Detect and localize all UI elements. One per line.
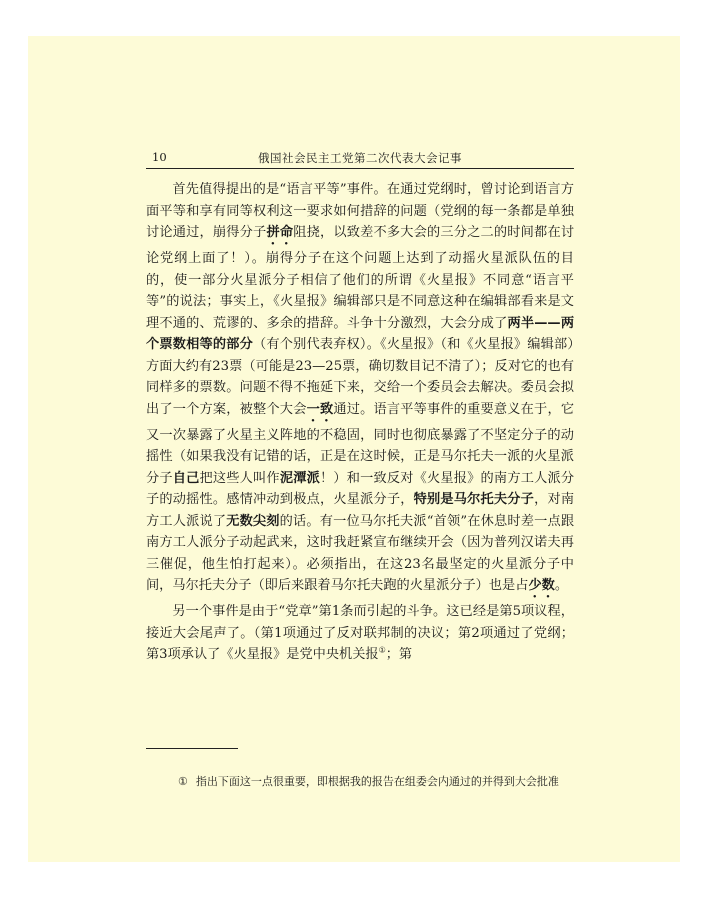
footnote-marker: ①	[178, 775, 188, 788]
emphasis-text: 泥潭派	[279, 470, 320, 486]
page-number: 10	[152, 150, 167, 164]
main-text	[146, 179, 574, 666]
emphasis-text: 两半——两个票数相等的部分	[146, 315, 575, 352]
footnote-text: 指出下面这一点很重要，即根据我的报告在组委会内通过的并得到大会批准	[195, 775, 559, 788]
running-header	[146, 146, 574, 169]
emphasis-text: 一致	[306, 401, 334, 417]
running-title: 俄国社会民主工党第二次代表大会记事	[258, 151, 462, 165]
paragraph-2: 另一个事件是由于“党章”第1条而引起的斗争。这已经是第5项议程，接近大会尾声了。（第1项通过了反对联邦制的决议；第2项通过了党纲；第3项承认了《火星报》是党中央机关报①；第	[146, 604, 574, 662]
footnote	[178, 774, 598, 789]
paragraph-1: 首先值得提出的是“语言平等”事件。在通过党纲时，曾讨论到语言方面平等和享有同等权利这一要求如何措辞的问题（党纲的每一条都是单独讨论通过，崩得分子拼命阻挠，以致差不多大会的三分之二的时间都在讨论党纲上面了！）。崩得分子在这个问题上达到了动摇火星派队伍的目的，使一部分火星派分子相信了他们的所谓《火星报》不同意“语言平等”的说法；事实上，《火星报》编辑部只是不同意这种在编辑部看来是文理不通的、荒谬的、多余的措辞。斗争十分激烈，大会分成了两半——两个票数相等的部分（有个别代表弃权）。《火星报》（和《火星报》编辑部）方面大约有23票（可能是23—25票，确切数目记不清了）；反对它的也有同样多的票数。问题不得不拖延下来，交给一个委员会去解决。委员会拟出了一个方案，被整个大会一致通过。语言平等事件的重要意义在于，它又一次暴露了火星主义阵地的不稳固，同时也彻底暴露了不坚定分子的动摇性（如果我没有记错的话，正是在这时候，正是马尔托夫一派的火星派分子自己把这些人叫作泥潭派！）和一致反对《火星报》的南方工人派分子的动摇性。感情冲动到极点，火星派分子，特别是马尔托夫分子，对南方工人派说了无数尖刻的话。有一位马尔托夫派“首领”在休息时差一点跟南方工人派分子动起武来，这时我赶紧宣布继续开会（因为普列汉诺夫再三催促，他生怕打起来）。必须指出，在这23名最坚定的火星派分子中间，马尔托夫分子（即后来跟着马尔托夫跑的火星派分子）也是占少数。	[146, 182, 575, 593]
emphasis-text: 特别是马尔托夫分子	[413, 492, 535, 507]
footnote-divider	[146, 748, 238, 749]
footnote-reference[interactable]: ①	[378, 645, 386, 655]
emphasis-text: 无数尖刻	[226, 513, 280, 529]
emphasis-text: 拼命	[266, 225, 294, 240]
book-page	[28, 36, 680, 862]
emphasis-text: 自己	[172, 470, 200, 486]
emphasis-text: 少数	[528, 578, 555, 593]
